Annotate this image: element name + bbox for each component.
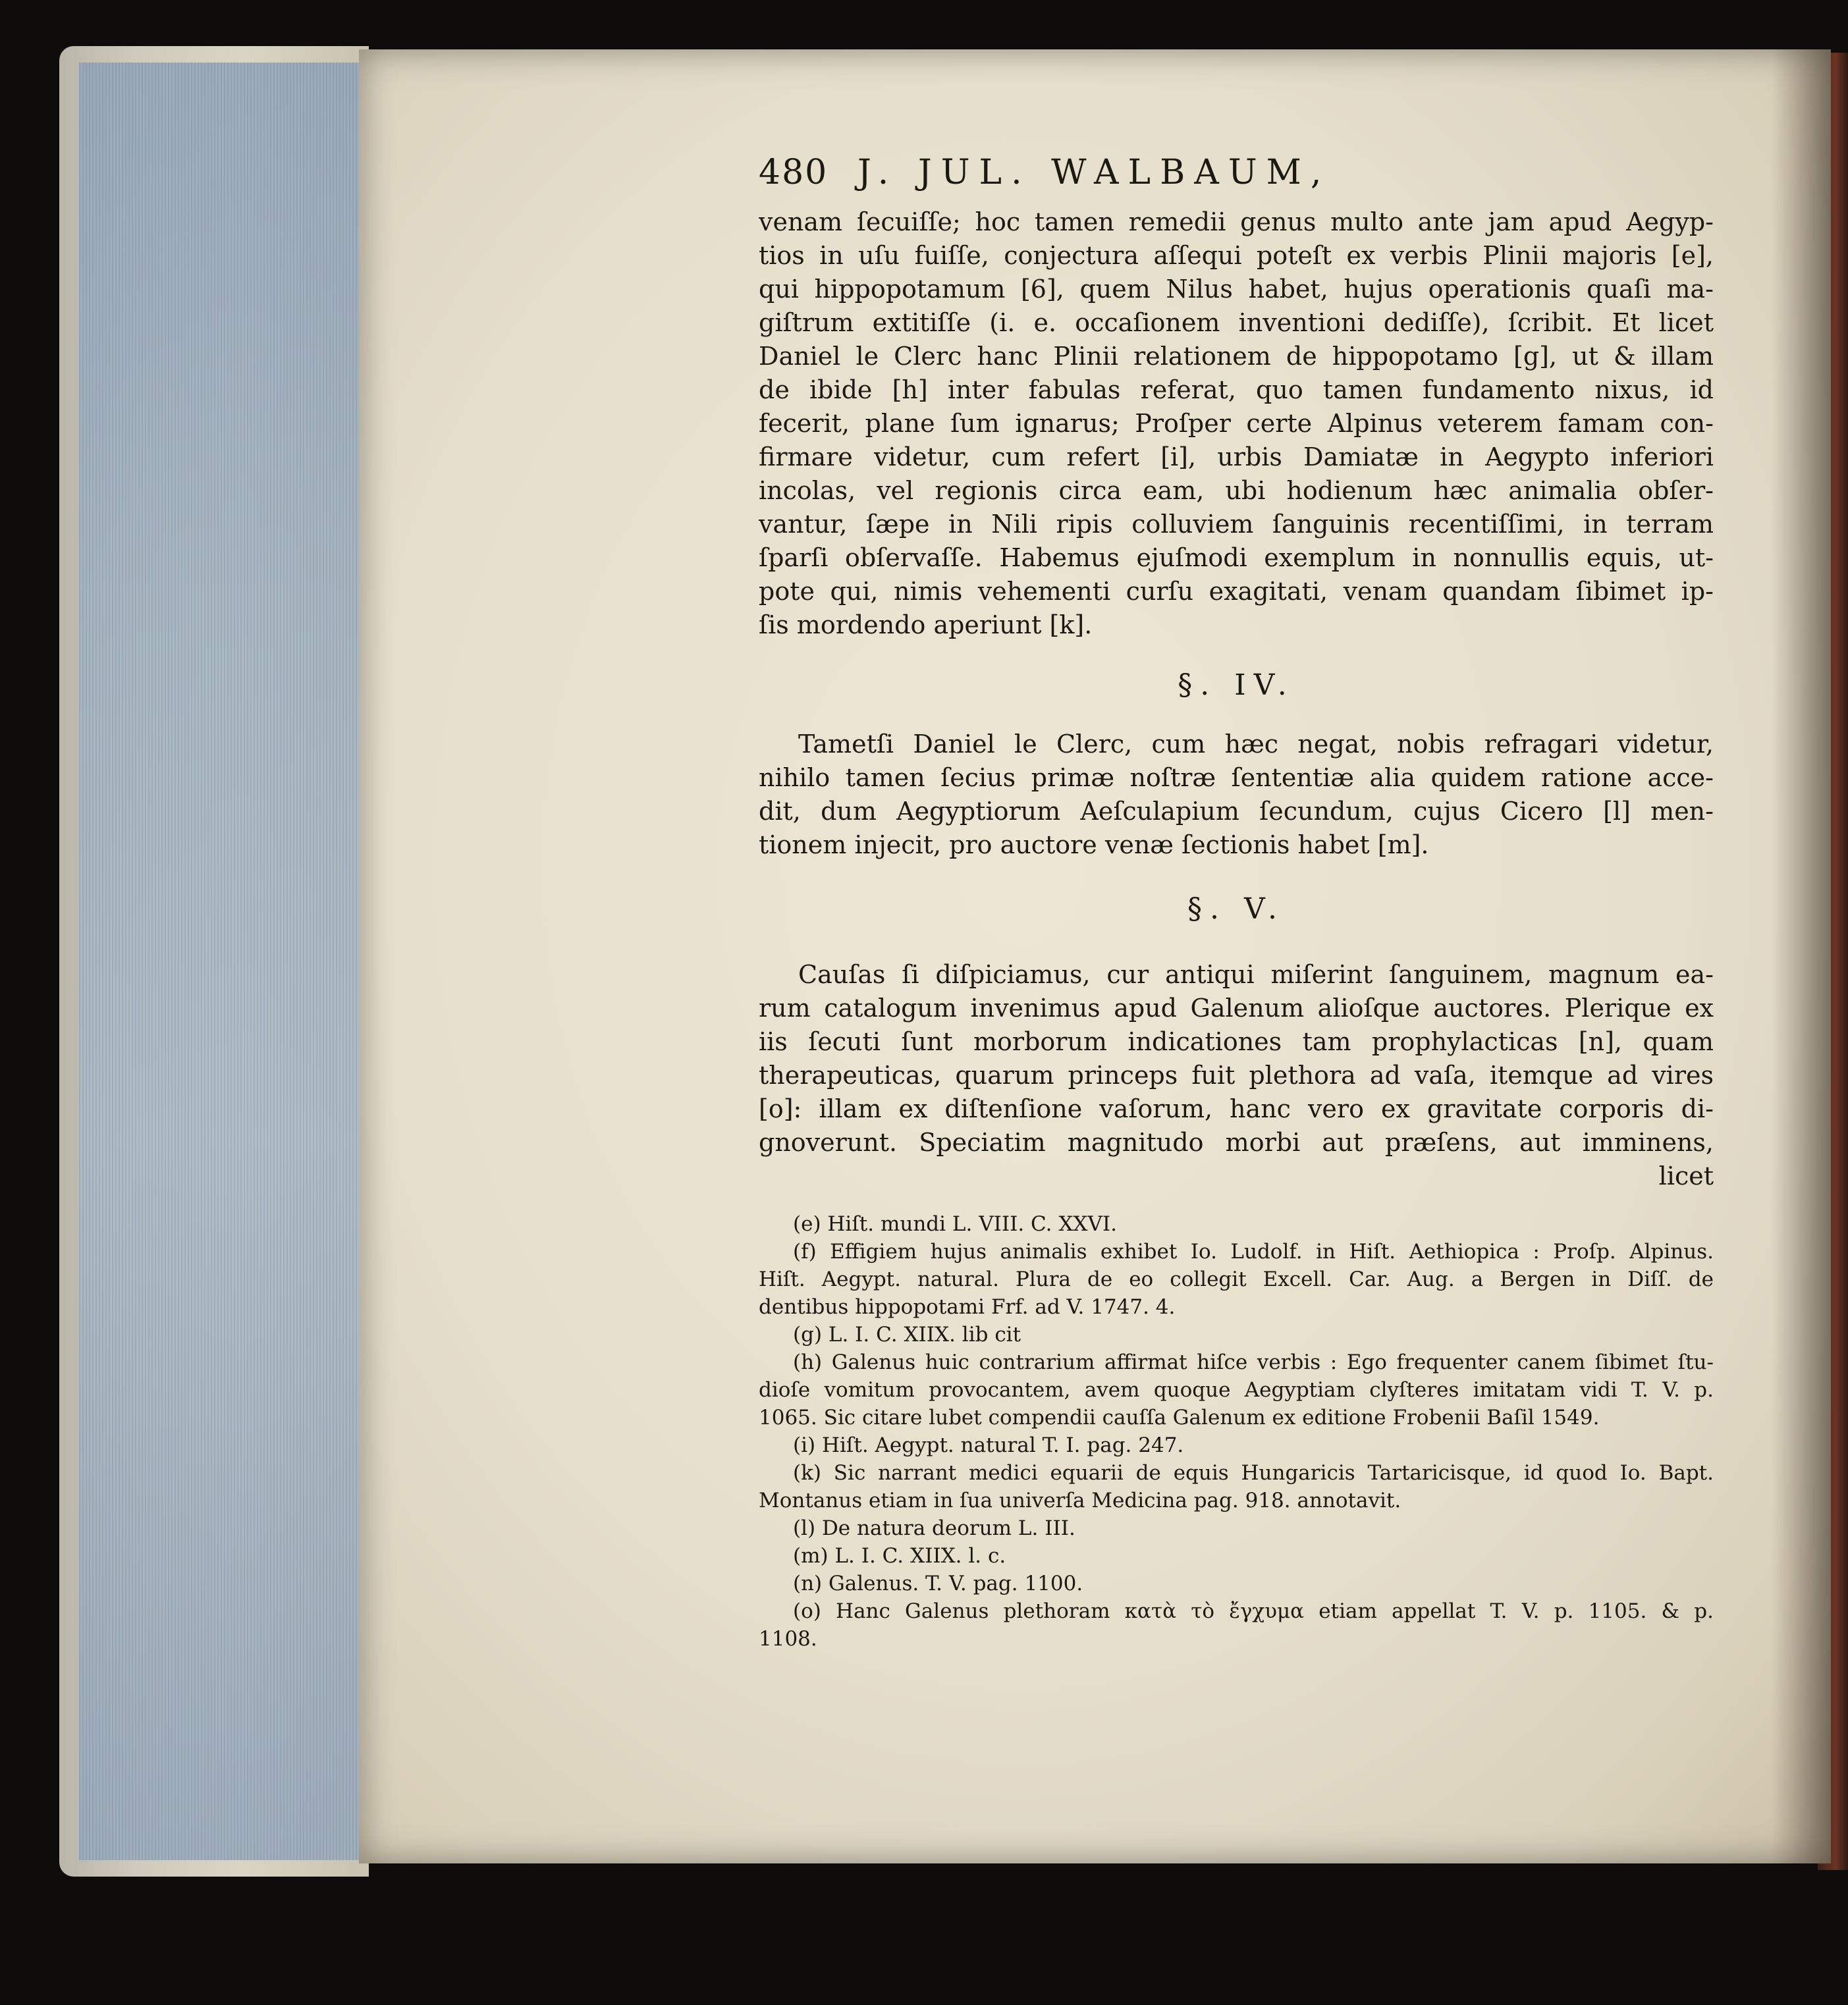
footnote-line: 1108.: [759, 1627, 817, 1651]
running-head: J. JUL. WALBAUM,: [857, 153, 1331, 192]
text-line: venam ſecuiſſe; hoc tamen remedii genus multo ante jam apud Aegyp-: [759, 207, 1714, 236]
footnote-line: (l) De natura deorum L. III.: [793, 1516, 1075, 1540]
text-line: Daniel le Clerc hanc Plinii relationem de hippopotamo [g], ut & illam: [759, 342, 1714, 371]
text-line: ſis mordendo aperiunt [k].: [759, 610, 1093, 639]
footnote-line: (m) L. I. C. XIIX. l. c.: [793, 1544, 1006, 1568]
footnote-line: (e) Hiſt. mundi L. VIII. C. XXVI.: [793, 1212, 1117, 1236]
section-heading-iv: §. IV.: [1178, 668, 1295, 702]
text-line: incolas, vel regionis circa eam, ubi hodienum hæc animalia obſer-: [759, 476, 1714, 505]
page-header: [759, 153, 1457, 199]
text-line: vantur, ſæpe in Nili ripis colluviem ſanguinis recentiſſimi, in terram: [759, 510, 1714, 539]
text-line: Tametſi Daniel le Clerc, cum hæc negat, nobis refragari videtur,: [798, 730, 1714, 759]
text-line: giſtrum extitiſſe (i. e. occaſionem inventioni dediſſe), ſcribit. Et licet: [759, 308, 1714, 337]
text-line: fecerit, plane ſum ignarus; Proſper certe Alpinus veterem famam con-: [759, 409, 1714, 438]
text-line: firmare videtur, cum refert [i], urbis Damiatæ in Aegypto inferiori: [759, 442, 1714, 471]
text-line: tionem injecit, pro auctore venæ ſectionis habet [m].: [759, 830, 1429, 859]
footnote-line: (o) Hanc Galenus plethoram κατὰ τὸ ἔγχυμα etiam appellat T. V. p. 1105. & p.: [793, 1599, 1714, 1623]
text-line: gnoverunt. Speciatim magnitudo morbi aut præſens, aut imminens,: [759, 1128, 1714, 1157]
footnote-line: (n) Galenus. T. V. pag. 1100.: [793, 1572, 1083, 1595]
text-line: dit, dum Aegyptiorum Aeſculapium ſecundum, cujus Cicero [l] men-: [759, 797, 1714, 826]
text-line: nihilo tamen ſecius primæ noſtræ ſententiæ alia quidem ratione acce-: [759, 763, 1714, 792]
text-line: rum catalogum invenimus apud Galenum alioſque auctores. Plerique ex: [759, 994, 1714, 1023]
footnote-line: dioſe vomitum provocantem, avem quoque Aegyptiam clyſteres imitatam vidi T. V. p.: [759, 1378, 1714, 1402]
footnote-line: (h) Galenus huic contrarium affirmat hiſce verbis : Ego frequenter canem ſibimet ſtu-: [793, 1350, 1714, 1374]
footnote-line: Montanus etiam in ſua univerſa Medicina pag. 918. annotavit.: [759, 1489, 1401, 1512]
footnotes: [759, 1210, 1714, 1653]
section-heading-v: §. V.: [1187, 892, 1286, 926]
page-stack-edge: [79, 63, 362, 1860]
footnote-line: (g) L. I. C. XIIX. lib cit: [793, 1323, 1021, 1347]
text-line: Cauſas ſi diſpiciamus, cur antiqui miſerint ſanguinem, magnum ea-: [798, 960, 1714, 989]
footnote-line: 1065. Sic citare lubet compendii cauſſa Galenum ex editione Frobenii Baſil 1549.: [759, 1406, 1600, 1430]
body-paragraph: [759, 205, 1714, 642]
catchword: licet: [1658, 1162, 1714, 1190]
text-line: qui hippopotamum [6], quem Nilus habet, hujus operationis quaſi ma-: [759, 275, 1714, 304]
text-line: [o]: illam ex diſtenſione vaſorum, hanc vero ex gravitate corporis di-: [759, 1094, 1714, 1123]
footnote-line: dentibus hippopotami Frf. ad V. 1747. 4.: [759, 1295, 1176, 1319]
footnote-line: (i) Hiſt. Aegypt. natural T. I. pag. 247.: [793, 1433, 1184, 1457]
section-v-paragraph: [759, 958, 1714, 1193]
page-number: 480: [759, 153, 829, 192]
section-iv-paragraph: [759, 728, 1714, 862]
footnote-line: (f) Effigiem hujus animalis exhibet Io. Ludolf. in Hiſt. Aethiopica : Proſp. Alpinus.: [793, 1240, 1714, 1264]
footnote-line: (k) Sic narrant medici equarii de equis Hungaricis Tartaricisque, id quod Io. Bapt.: [793, 1461, 1714, 1485]
text-line: de ibide [h] inter fabulas referat, quo tamen fundamento nixus, id: [759, 375, 1714, 404]
gutter-shadow: [1772, 49, 1831, 1863]
footnote-line: Hiſt. Aegypt. natural. Plura de eo collegit Excell. Car. Aug. a Bergen in Diſſ. de: [759, 1268, 1714, 1291]
text-line: ſparſi obſervaſſe. Habemus ejuſmodi exemplum in nonnullis equis, ut-: [759, 543, 1714, 572]
text-line: therapeuticas, quarum princeps fuit plethora ad vaſa, itemque ad vires: [759, 1061, 1714, 1090]
text-line: pote qui, nimis vehementi curſu exagitati, venam quandam ſibimet ip-: [759, 577, 1714, 606]
text-line: tios in uſu fuiſſe, conjectura aſſequi poteſt ex verbis Plinii majoris [e],: [759, 241, 1714, 270]
text-line: iis ſecuti ſunt morborum indicationes tam prophylacticas [n], quam: [759, 1027, 1714, 1056]
